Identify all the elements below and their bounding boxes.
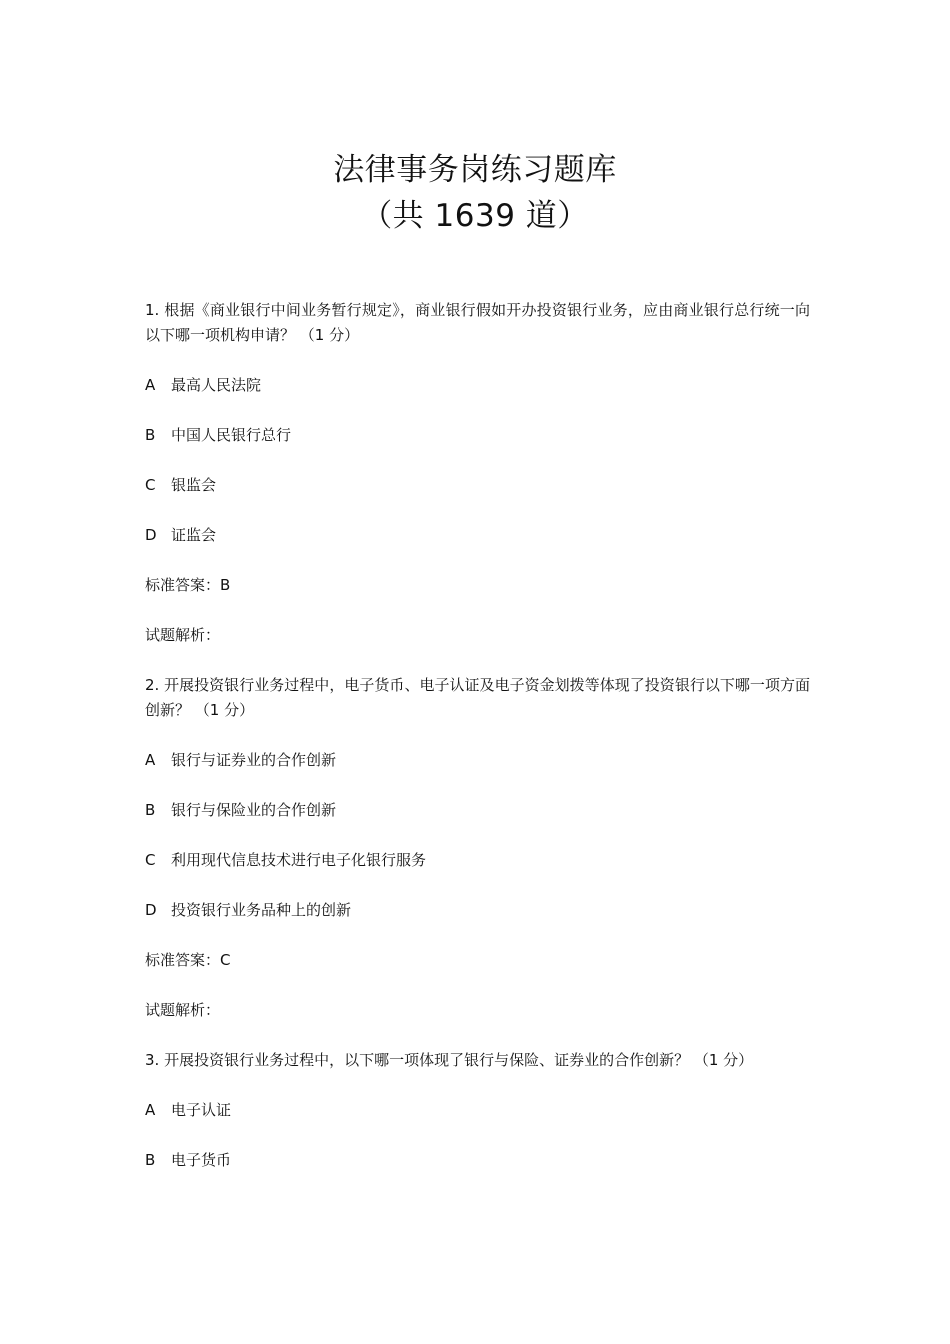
option-text: 最高人民法院 xyxy=(171,376,262,394)
document-header xyxy=(0,152,950,234)
option-text: 利用现代信息技术进行电子化银行服务 xyxy=(171,851,427,869)
option-text: 银监会 xyxy=(171,476,217,494)
option-letter: B xyxy=(145,801,156,819)
document-subtitle: （共 1639 道） xyxy=(361,198,589,234)
answer-label: 标准答案： xyxy=(145,576,221,594)
option-a xyxy=(145,373,810,398)
option-letter: D xyxy=(145,901,157,919)
option-letter: C xyxy=(145,851,156,869)
option-text: 银行与证券业的合作创新 xyxy=(171,751,337,769)
question-list xyxy=(145,298,810,1173)
document-title: 法律事务岗练习题库 xyxy=(333,152,617,188)
standard-answer xyxy=(145,573,810,598)
question-2 xyxy=(145,673,810,1023)
option-b xyxy=(145,798,810,823)
answer-label: 标准答案： xyxy=(145,951,221,969)
option-letter: A xyxy=(145,751,156,769)
answer-value: B xyxy=(220,576,231,594)
option-a xyxy=(145,748,810,773)
analysis-label: 试题解析： xyxy=(145,626,221,644)
option-letter: B xyxy=(145,426,156,444)
option-d xyxy=(145,523,810,548)
option-letter: C xyxy=(145,476,156,494)
option-b xyxy=(145,1148,810,1173)
option-letter: A xyxy=(145,376,156,394)
option-text: 电子货币 xyxy=(171,1151,232,1169)
option-text: 电子认证 xyxy=(171,1101,232,1119)
option-letter: D xyxy=(145,526,157,544)
option-text: 证监会 xyxy=(171,526,217,544)
question-1 xyxy=(145,298,810,648)
question-3 xyxy=(145,1048,810,1173)
option-letter: A xyxy=(145,1101,156,1119)
option-d xyxy=(145,898,810,923)
question-text: 2. 开展投资银行业务过程中，电子货币、电子认证及电子资金划拨等体现了投资银行以下哪一项方面创新？ （1 分） xyxy=(145,676,810,719)
option-c xyxy=(145,848,810,873)
option-c xyxy=(145,473,810,498)
option-text: 银行与保险业的合作创新 xyxy=(171,801,337,819)
option-b xyxy=(145,423,810,448)
question-text: 3. 开展投资银行业务过程中，以下哪一项体现了银行与保险、证券业的合作创新？ （1 分） xyxy=(145,1051,754,1069)
option-letter: B xyxy=(145,1151,156,1169)
analysis-label: 试题解析： xyxy=(145,1001,221,1019)
question-text: 1. 根据《商业银行中间业务暂行规定》，商业银行假如开办投资银行业务，应由商业银行总行统一向以下哪一项机构申请？ （1 分） xyxy=(145,301,810,344)
standard-answer xyxy=(145,948,810,973)
answer-value: C xyxy=(220,951,231,969)
option-text: 中国人民银行总行 xyxy=(171,426,292,444)
option-a xyxy=(145,1098,810,1123)
option-text: 投资银行业务品种上的创新 xyxy=(171,901,352,919)
